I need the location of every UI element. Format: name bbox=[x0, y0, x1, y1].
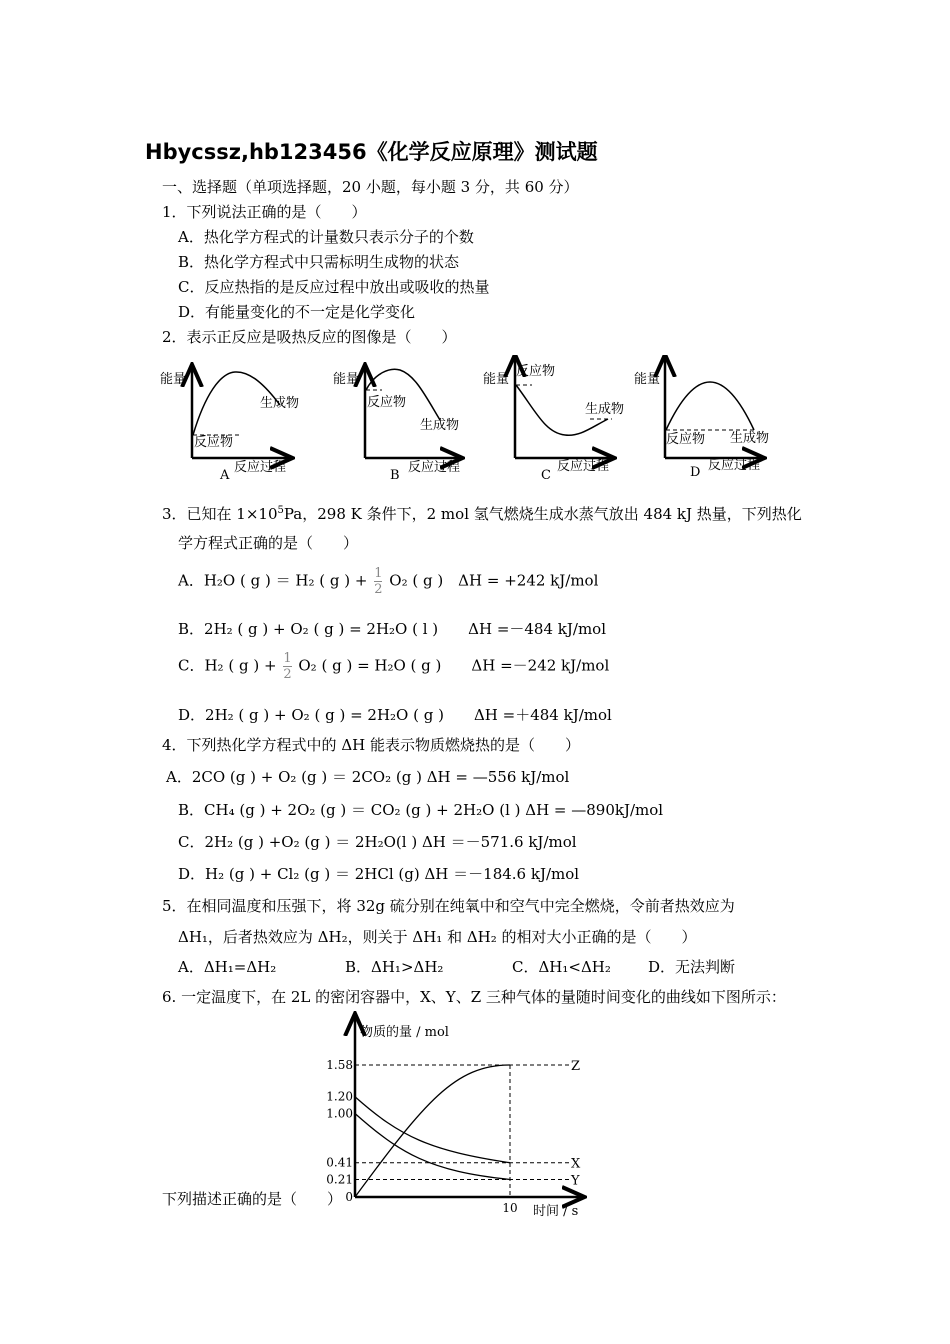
diagram-d bbox=[634, 357, 769, 480]
q4-option-c: C．2H₂ (g ) +O₂ (g ) ＝ 2H₂O(l ) ΔH ＝－571.6 kJ/mol bbox=[178, 833, 577, 851]
diagram-c-product: 生成物 bbox=[585, 402, 625, 417]
diagram-b-energy: 能量 bbox=[333, 372, 360, 387]
q4-stem: 4．下列热化学方程式中的 ΔH 能表示物质燃烧热的是（ ） bbox=[162, 736, 580, 754]
diagram-a-reactant: 反应物 bbox=[194, 435, 234, 450]
q5-option-b: B．ΔH₁>ΔH₂ bbox=[345, 958, 444, 976]
q3-option-d: D．2H₂ ( g ) + O₂ ( g ) = 2H₂O ( g ) ΔH =＋484 kJ/mol bbox=[178, 706, 612, 724]
q1-option-b: B．热化学方程式中只需标明生成物的状态 bbox=[178, 253, 460, 271]
diagram-a-process: 反应过程 bbox=[234, 460, 287, 475]
q3-line1: 3．已知在 $1\times 10^5Pa$，298 K 条件下，2 mol 氢气燃烧生成水蒸气放出 484 kJ 热量，下列热化 bbox=[162, 505, 802, 523]
x-tick-label: 10 bbox=[502, 1201, 518, 1215]
diagram-a-energy: 能量 bbox=[160, 372, 187, 387]
diagram-c bbox=[483, 357, 624, 483]
diagram-c-energy: 能量 bbox=[483, 372, 510, 387]
q1-option-a: A．热化学方程式的计量数只表示分子的个数 bbox=[178, 228, 474, 246]
page-title: Hbycssz,hb123456《化学反应原理》测试题 bbox=[145, 140, 598, 164]
fraction-half: $\frac{1}{2}$ bbox=[283, 651, 292, 682]
diagram-d-label: D bbox=[690, 465, 701, 480]
diagram-b-reactant: 反应物 bbox=[367, 395, 407, 410]
y-axis-label: 物质的量 / mol bbox=[360, 1025, 449, 1040]
q3-option-a: A．H₂O ( g ) ＝ H₂ ( g ) + $\frac{1}{2}$ O₂ ( g ) ΔH = +242 kJ/mol bbox=[178, 566, 599, 597]
series-y-label: Y bbox=[571, 1173, 580, 1189]
y-tick-label: 1.20 bbox=[326, 1089, 353, 1104]
diagram-b-product: 生成物 bbox=[420, 418, 460, 433]
diagram-a-product: 生成物 bbox=[260, 396, 300, 411]
diagram-d-process: 反应过程 bbox=[708, 458, 761, 473]
q5-option-a: A．ΔH₁=ΔH₂ bbox=[178, 958, 277, 976]
series-y-line bbox=[355, 1113, 510, 1179]
q3-option-b: B．2H₂ ( g ) + O₂ ( g ) = 2H₂O ( l ) ΔH =－484 kJ/mol bbox=[178, 620, 606, 638]
q6-tail: 下列描述正确的是（ ） bbox=[162, 1190, 343, 1208]
fraction-half: $\frac{1}{2}$ bbox=[374, 566, 383, 597]
q3-line2: 学方程式正确的是（ ） bbox=[178, 534, 359, 552]
q5-line2: ΔH₁，后者热效应为 ΔH₂，则关于 ΔH₁ 和 ΔH₂ 的相对大小正确的是（ ） bbox=[178, 928, 697, 946]
q5-option-c: C．ΔH₁<ΔH₂ bbox=[512, 958, 611, 976]
q4-option-d: D．H₂ (g ) + Cl₂ (g ) ＝ 2HCl (g) ΔH ＝－184.6 kJ/mol bbox=[178, 865, 580, 883]
series-x-label: X bbox=[571, 1156, 581, 1172]
diagram-c-label: C bbox=[541, 468, 551, 483]
diagram-a bbox=[160, 367, 299, 483]
diagram-d-product: 生成物 bbox=[730, 431, 770, 446]
diagram-a-label: A bbox=[220, 468, 230, 483]
q3-option-c: C．H₂ ( g ) + $\frac{1}{2}$ O₂ ( g ) = H₂O ( g ) ΔH =－242 kJ/mol bbox=[178, 651, 610, 682]
y-tick-label: 0 bbox=[345, 1190, 353, 1204]
diagram-b bbox=[333, 367, 460, 483]
q5-line1: 5．在相同温度和压强下，将 32g 硫分别在纯氧中和空气中完全燃烧，令前者热效应为 bbox=[162, 897, 735, 915]
q1-option-d: D．有能量变化的不一定是化学变化 bbox=[178, 303, 416, 321]
q5-option-d: D．无法判断 bbox=[648, 958, 736, 976]
q4-option-b: B．CH₄ (g ) + 2O₂ (g ) ＝ CO₂ (g ) + 2H₂O (l ) ΔH = —890kJ/mol bbox=[178, 801, 664, 819]
q2-diagrams bbox=[150, 355, 790, 485]
q1-option-c: C．反应热指的是反应过程中放出或吸收的热量 bbox=[178, 278, 490, 296]
diagram-d-reactant: 反应物 bbox=[666, 432, 706, 447]
y-tick-label: 0.21 bbox=[326, 1172, 353, 1187]
diagram-b-process: 反应过程 bbox=[408, 460, 461, 475]
diagram-b-label: B bbox=[390, 468, 400, 483]
y-tick-label: 0.41 bbox=[326, 1155, 353, 1170]
section-heading: 一、选择题（单项选择题，20 小题，每小题 3 分，共 60 分） bbox=[162, 178, 579, 196]
diagram-d-energy: 能量 bbox=[634, 372, 661, 387]
q2-stem: 2．表示正反应是吸热反应的图像是（ ） bbox=[162, 328, 457, 346]
series-x-line bbox=[355, 1097, 510, 1163]
series-z-label: Z bbox=[571, 1059, 581, 1074]
y-tick-label: 1.58 bbox=[326, 1058, 353, 1072]
q4-option-a: A．2CO (g ) + O₂ (g ) ＝ 2CO₂ (g ) ΔH = —556 kJ/mol bbox=[166, 768, 570, 786]
diagram-c-reactant: 反应物 bbox=[516, 364, 556, 379]
q6-chart bbox=[320, 1010, 600, 1225]
y-tick-label: 1.00 bbox=[326, 1106, 353, 1121]
diagram-c-process: 反应过程 bbox=[557, 459, 610, 474]
x-axis-label: 时间 / s bbox=[533, 1204, 579, 1219]
q6-stem: 6. 一定温度下，在 2L 的密闭容器中，X、Y、Z 三种气体的量随时间变化的曲线如下图所示： bbox=[162, 988, 786, 1006]
q1-stem: 1．下列说法正确的是（ ） bbox=[162, 203, 367, 221]
